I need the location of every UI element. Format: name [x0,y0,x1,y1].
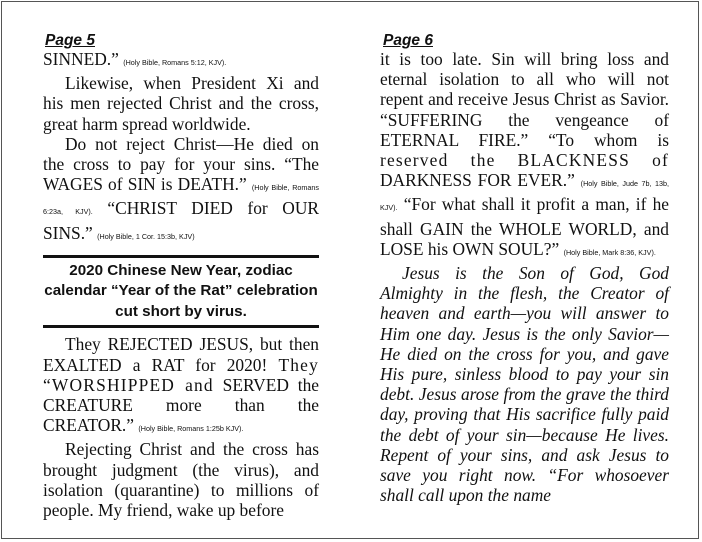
right-paragraph-1 [380,49,669,263]
left-paragraph-3 [43,134,319,247]
left-p1-text: SINNED.” [43,49,119,69]
left-paragraph-5: Rejecting Christ and the cross has brought judgment (the virus), and isolation (quarantine) to millions of people. My friend, wake up before [43,439,319,520]
right-p1-spaced-text: reserved the BLACKNESS of [380,150,669,171]
right-p1-text: it is too late. Sin will bring loss and eternal isolation to all who will not repent and receive Jesus Christ as Savior. “SUFFERING the vengeance of ETERNAL FIRE.” “To whom is [380,49,669,150]
left-paragraph-4 [43,334,319,439]
left-p4-text-2: SERVED the CREATURE more than the CREATOR.” [43,374,319,436]
page-5-heading: Page 5 [45,32,95,49]
right-p1-text-3: “For what shall it profit a man, if he shall GAIN the WHOLE WORLD, and LOSE his OWN SOUL?” [380,194,669,259]
left-p3-citation-1: (Holy Bible, Romans 6:23a, KJV). [43,183,319,217]
right-p1-text-2: DARKNESS FOR EVER.” [380,170,575,191]
right-p1-citation-2: (Holy Bible, Mark 8:36, KJV). [563,247,656,257]
left-p4-text: They REJECTED JESUS, but then EXALTED a RAT for 2020! [43,334,319,375]
left-p4-citation: (Holy Bible, Romans 1:25b KJV). [138,424,244,434]
left-p4-spaced-text: They “WORSHIPPED and [43,354,319,395]
left-paragraph-2: Likewise, when President Xi and his men rejected Christ and the cross, great harm spread worldwide. [43,73,319,134]
left-column [43,49,319,520]
right-column [380,49,669,505]
headline-banner: 2020 Chinese New Year, zodiac calendar “Year of the Rat” celebration cut short by virus. [43,255,319,329]
right-p1-citation-1: (Holy Bible, Jude 7b, 13b, KJV). [380,179,669,213]
right-paragraph-2: Jesus is the Son of God, God Almighty in the flesh, the Creator of heaven and earth—you will answer to Him one day. Jesus is the only Savior—He died on the cross for you, and gave His pure, sinless blood to pay your sin debt. Jesus arose from the grave the third day, proving that His sacrifice fully paid the debt of your sin—because He lives. Repent of your sins, and ask Jesus to save you right now. “For whosoever shall call upon the name [380,263,669,506]
left-paragraph-1 [43,49,319,73]
page-6-heading: Page 6 [383,32,433,49]
left-p3-citation-2: (Holy Bible, 1 Cor. 15:3b, KJV) [97,231,195,241]
left-p3-text: Do not reject Christ—He died on the cross to pay for your sins. “The WAGES of SIN is DEATH.” [43,133,319,195]
left-p3-text-2: “CHRIST DIED for OUR SINS.” [43,198,319,243]
left-p1-citation: (Holy Bible, Romans 5:12, KJV). [123,58,227,67]
